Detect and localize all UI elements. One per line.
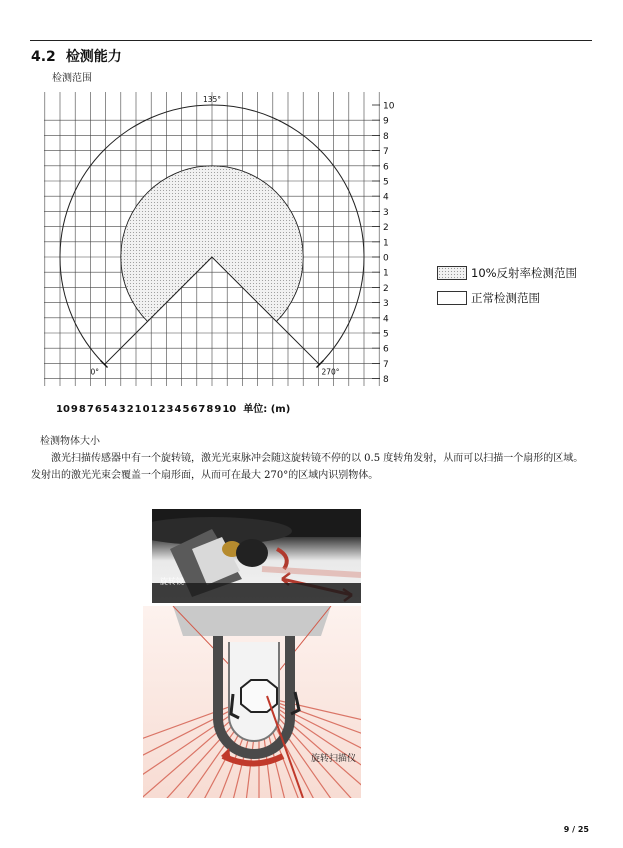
y-tick-label: 6 bbox=[383, 344, 389, 355]
legend-label-reflectivity: 10%反射率检测范围 bbox=[471, 266, 578, 280]
y-tick-label: 7 bbox=[383, 359, 389, 370]
range-label: 检测范围 bbox=[52, 73, 92, 84]
page-number: 9 / 25 bbox=[563, 825, 589, 834]
x-tick-label: 1 bbox=[134, 404, 142, 415]
angle-label-270: 270° bbox=[321, 367, 340, 377]
units-label: 单位: (m) bbox=[243, 404, 291, 415]
y-tick-label: 2 bbox=[383, 283, 389, 294]
x-tick-label: 6 bbox=[190, 404, 198, 415]
x-tick-label: 4 bbox=[110, 404, 118, 415]
x-tick-label: 0 bbox=[142, 404, 150, 415]
x-tick-label: 10 bbox=[56, 404, 70, 415]
x-tick-label: 1 bbox=[150, 404, 158, 415]
dotted-swatch bbox=[437, 266, 467, 280]
x-tick-label: 4 bbox=[174, 404, 182, 415]
y-tick-label: 9 bbox=[383, 116, 389, 127]
y-tick-label: 4 bbox=[383, 192, 389, 203]
angle-label-0: 0° bbox=[90, 367, 100, 377]
object-size-label: 检测物体大小 bbox=[40, 436, 100, 447]
section-number: 4.2 bbox=[31, 49, 56, 65]
x-tick-label: 9 bbox=[70, 404, 78, 415]
y-tick-label: 0 bbox=[383, 253, 389, 264]
x-tick-label: 5 bbox=[182, 404, 190, 415]
detection-range-chart bbox=[0, 0, 623, 420]
x-axis-labels bbox=[56, 400, 296, 415]
white-swatch bbox=[437, 291, 467, 305]
x-tick-label: 7 bbox=[86, 404, 94, 415]
y-tick-label: 3 bbox=[383, 207, 389, 218]
rotating-mirror-photo bbox=[152, 509, 361, 603]
y-tick-label: 6 bbox=[383, 162, 389, 173]
x-tick-label: 6 bbox=[94, 404, 102, 415]
y-tick-label: 3 bbox=[383, 299, 389, 310]
rotating-mirror-caption: 旋转镜 bbox=[160, 577, 184, 586]
description-paragraph: 激光扫描传感器中有一个旋转镜，激光光束脉冲会随这旋转镜不停的以 0.5 度转角发射，从而可以扫描一个扇形的区域。发射出的激光光束会覆盖一个扇形面，从而可在最大 270°的区域内识别物体。 bbox=[31, 453, 584, 481]
x-tick-label: 10 bbox=[222, 404, 237, 415]
legend-label-normal: 正常检测范围 bbox=[471, 291, 540, 305]
x-tick-label: 9 bbox=[214, 404, 222, 415]
legend-item-reflectivity bbox=[437, 265, 577, 281]
y-tick-label: 8 bbox=[383, 375, 389, 386]
y-tick-label: 1 bbox=[383, 238, 389, 249]
y-tick-label: 4 bbox=[383, 314, 389, 325]
y-tick-label: 5 bbox=[383, 329, 389, 340]
angle-marker-0 bbox=[101, 360, 108, 367]
x-tick-label: 3 bbox=[166, 404, 174, 415]
section-title-text: 检测能力 bbox=[65, 49, 122, 65]
angle-label-135: 135° bbox=[202, 95, 222, 104]
rotating-scanner-diagram bbox=[143, 606, 361, 798]
y-tick-label: 10 bbox=[383, 101, 395, 112]
x-tick-label: 5 bbox=[102, 404, 110, 415]
y-tick-label: 7 bbox=[383, 147, 389, 158]
x-tick-label: 2 bbox=[158, 404, 166, 415]
y-tick-label: 2 bbox=[383, 223, 389, 234]
x-tick-label: 8 bbox=[206, 404, 214, 415]
y-tick-label: 8 bbox=[383, 131, 389, 142]
x-tick-label: 2 bbox=[126, 404, 134, 415]
x-tick-label: 7 bbox=[198, 404, 206, 415]
y-tick-label: 1 bbox=[383, 268, 389, 279]
x-tick-label: 8 bbox=[78, 404, 86, 415]
y-tick-label: 5 bbox=[383, 177, 389, 188]
x-tick-label: 3 bbox=[118, 404, 126, 415]
rotating-scanner-caption: 旋转扫描仪 bbox=[311, 754, 357, 764]
legend-item-normal bbox=[437, 290, 540, 306]
angle-marker-270 bbox=[316, 360, 323, 367]
